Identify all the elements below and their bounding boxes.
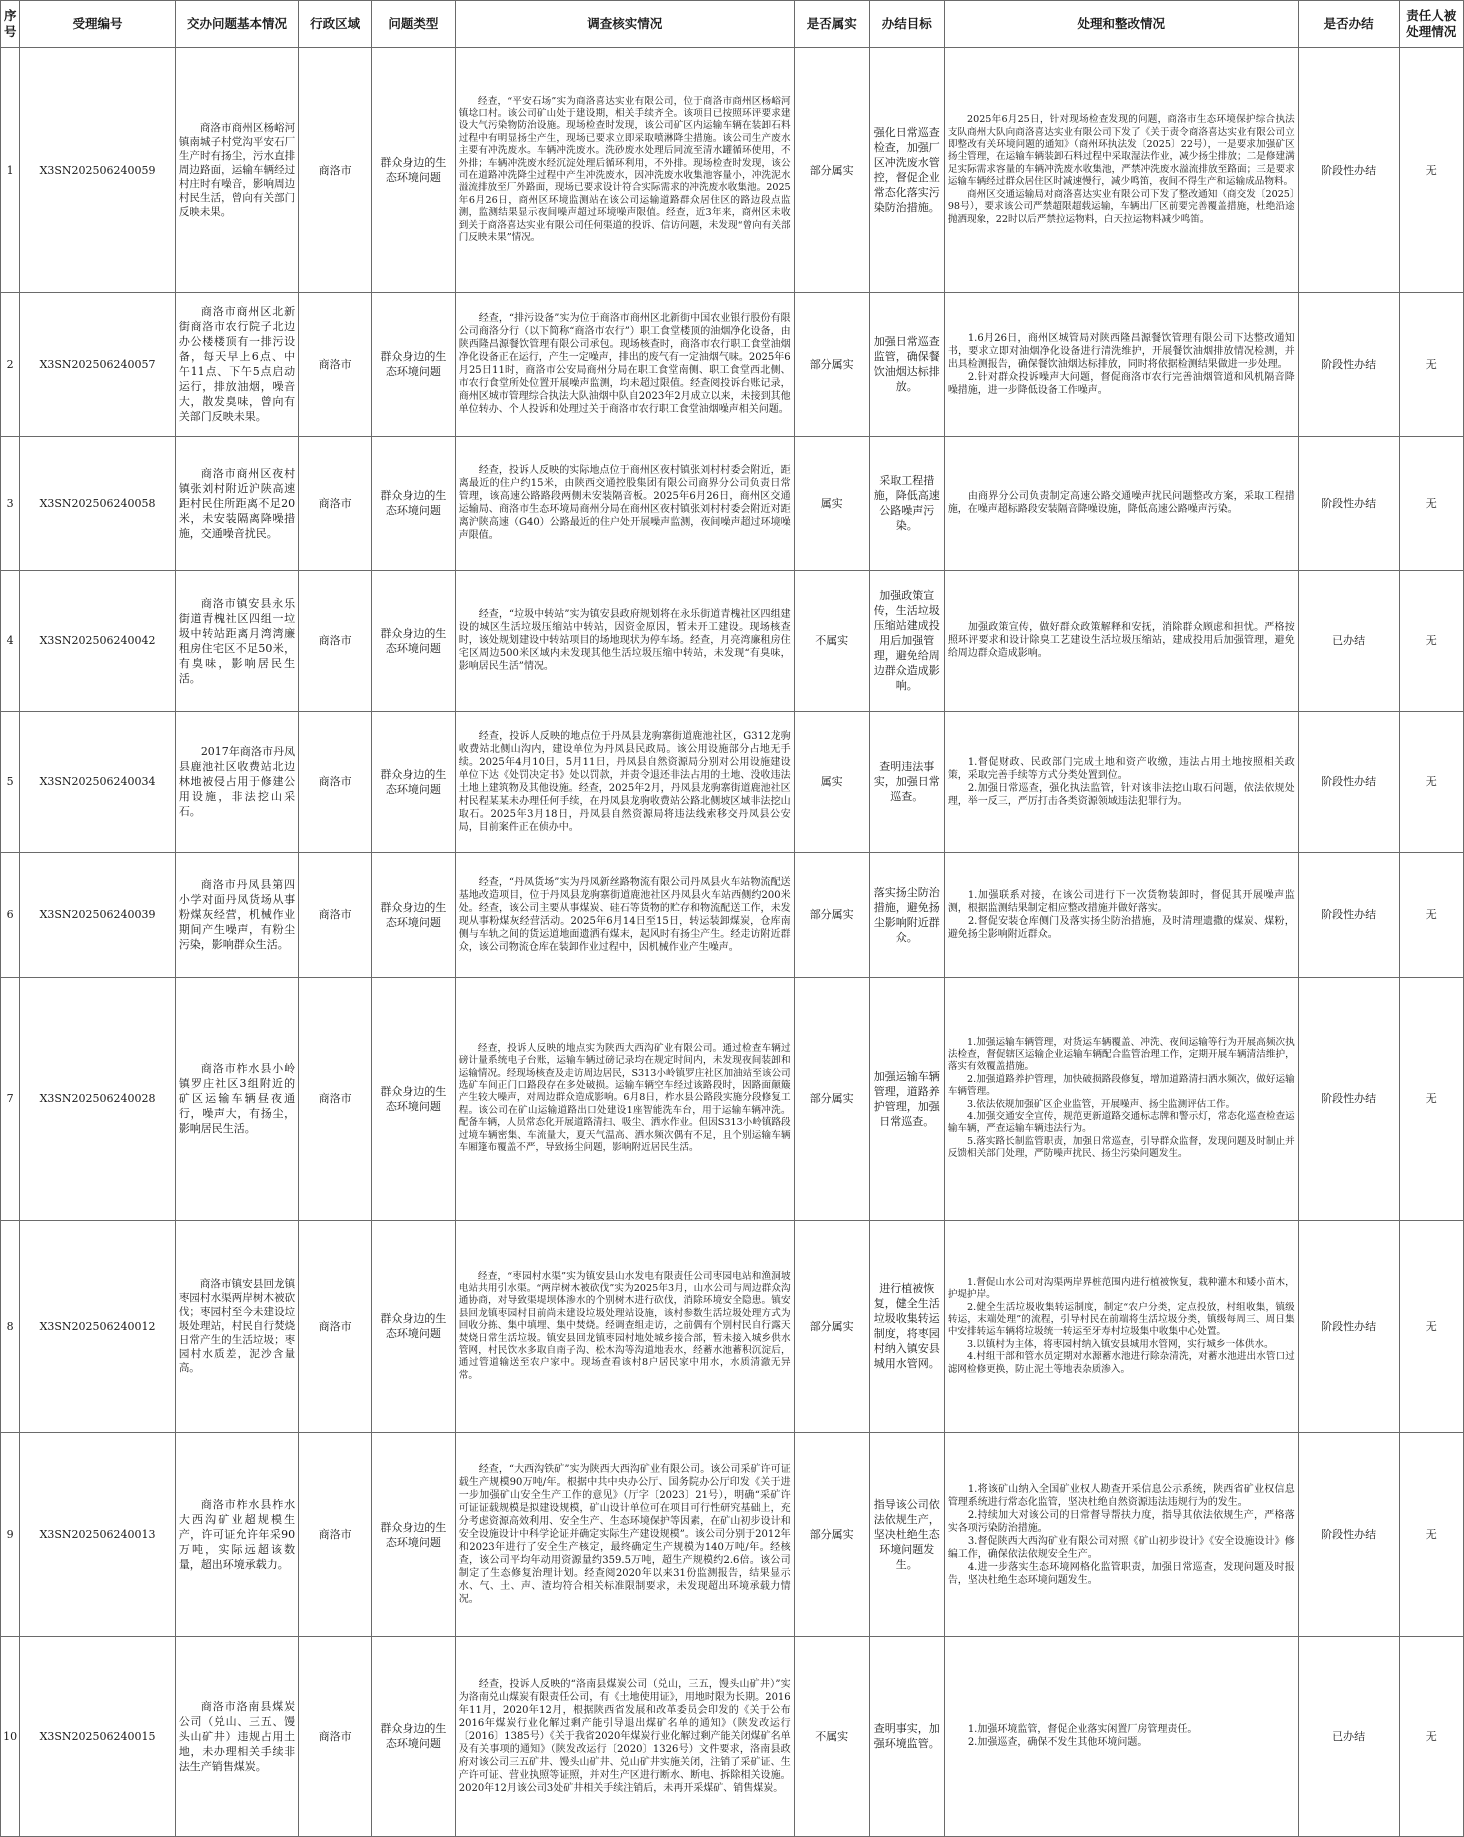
row-handling [944,852,1298,977]
handling-paragraph: 2.健全生活垃圾收集转运制度，制定“农户分类，定点投放，村组收集，镇级转运，末端处理”的流程，引导村民在前端将生活垃圾分类，镇级每周三、周日集中安排转运车辆将垃圾统一转运至牙寿村垃圾集中收集中心处置。 [947,1301,1295,1338]
row-seq: 6 [1,852,20,977]
row-code: X3SN202506240057 [20,293,176,436]
row-region: 商洛市 [299,1433,372,1637]
row-verified: 不属实 [794,570,869,711]
row-seq: 7 [1,977,20,1220]
row-completed: 阶段性办结 [1298,977,1399,1220]
row-handling [944,1220,1298,1433]
row-code: X3SN202506240013 [20,1433,176,1637]
handling-paragraph: 2025年6月25日，针对现场检查发现的问题，商洛市生态环境保护综合执法支队商州大队向商洛喜达实业有限公司下发了《关于责令商洛喜达实业有限公司立即整改有关环境问题的通知》（商州环执法发〔2025〕22号），一是要求加强矿区扬尘管理，在运输车辆装卸石料过程中采取湿法作业，减少扬尘排放；二是修建满足实际需求容量的车辆冲洗废水收集池，严禁冲洗废水溢流排放至路面；三是要求运输车辆经过群众居住区时减速慢行，减少鸣笛，夜间不得生产和运输成品物料。 [947,114,1295,188]
handling-paragraph: 1.加强运输车辆管理，对货运车辆覆盖、冲洗、夜间运输等行为开展高频次执法检查，督促辖区运输企业运输车辆配合监管治理工作，定期开展车辆清洁维护，落实有效覆盖措施。 [947,1036,1295,1073]
table-row [1,977,1464,1220]
row-accountability: 无 [1399,1433,1463,1637]
row-investigation [455,293,794,436]
row-code: X3SN202506240058 [20,436,176,570]
row-goal: 加强日常巡查监管，确保餐饮油烟达标排放。 [869,293,944,436]
row-goal: 加强政策宣传，生活垃圾压缩站建成投用后加强管理，避免给周边群众造成影响。 [869,570,944,711]
col-handling: 处理和整改情况 [944,1,1298,48]
row-issue: 商洛市镇安县回龙镇枣园村水渠两岸树木被砍伐；枣园村至今未建设垃圾处理站，村民自行焚烧日常产生的生活垃圾；枣园村水质差，泥沙含量高。 [175,1220,298,1433]
row-verified: 属实 [794,436,869,570]
row-code: X3SN202506240028 [20,977,176,1220]
row-type: 群众身边的生态环境问题 [372,852,456,977]
row-issue: 商洛市柞水县柞水大西沟矿业超规模生产，许可证允许年采90万吨，实际远超该数量，超出环境承载力。 [175,1433,298,1637]
row-investigation [455,48,794,293]
table-row [1,1220,1464,1433]
table-row [1,436,1464,570]
row-handling [944,711,1298,852]
handling-paragraph: 4.进一步落实生态环境网格化监管职责，加强日常巡查，发现问题及时报告，坚决杜绝生态环境问题发生。 [947,1561,1295,1586]
row-region: 商洛市 [299,711,372,852]
handling-paragraph: 3.以镇村为主体，将枣园村纳入镇安县城用水管网，实行城乡一体供水。 [967,1338,1274,1350]
row-verified: 部分属实 [794,293,869,436]
row-accountability: 无 [1399,436,1463,570]
table-row [1,852,1464,977]
investigation-paragraph: 经查，“排污设备”实为位于商洛市商州区北新街中国农业银行股份有限公司商洛分行（以下简称“商洛市农行”）职工食堂楼顶的油烟净化设备，由陕西隆昌源餐饮管理有限公司承包。现场核查时，商洛市农行职工食堂油烟净化设备正在运行，产生一定噪声，排出的废气有一定油烟气味。2025年6月25日11时，商洛市公安局商州分局在职工食堂南侧、职工食堂西北侧、市农行食堂所处位置开展噪声监测，均未超过限值。经查阅投诉台账记录，商州区城市管理综合执法大队油烟中队自2023年2月成立以来，未接到其他单位转办、个人投诉和处理过关于商洛市农行职工食堂油烟噪声相关问题。 [458,313,791,416]
handling-paragraph: 1.加强环境监管，督促企业落实闲置厂房管理责任。 [967,1724,1198,1736]
row-completed: 已办结 [1298,570,1399,711]
table-row [1,1636,1464,1836]
table-row [1,711,1464,852]
investigation-paragraph: 经查，“平安石场”实为商洛喜达实业有限公司，位于商洛市商州区杨峪河镇埝口村。该公司矿山处于建设期，相关手续齐全。该项目已按照环评要求建设大气污染物防治设施。现场检查时发现，该公司矿区内运输车辆在装卸石料过程中有明显扬尘产生，现场已要求立即采取喷淋降尘措施。该公司生产废水主要有冲洗废水。车辆冲洗废水。洗砂废水处理后同流至清水罐循环使用，不外排；车辆冲洗废水经沉淀处理后循环利用，不外排。现场检查时发现，该公司在道路冲洗降尘过程中产生冲洗废水，因冲洗废水收集池容量小，冲洗泥水溢流排放至厂外路面，现场已要求设计符合实际需求的冲洗废水收集池。2025年6月26日，商州区环境监测站在该公司运输道路群众居住区的路边段点监测，监测结果显示夜间噪声超过环境噪声限值。经查，近3年来，商州区未收到关于商洛喜达实业有限公司任何渠道的投诉、信访问题，未发现“曾向有关部门反映未果”情况。 [458,95,791,244]
row-completed: 阶段性办结 [1298,293,1399,436]
row-investigation [455,711,794,852]
row-issue: 商洛市商州区夜村镇张刘村附近沪陕高速距村民住所距离不足20米，未安装隔离降噪措施，交通噪音扰民。 [175,436,298,570]
row-region: 商洛市 [299,293,372,436]
row-code: X3SN202506240039 [20,852,176,977]
row-goal: 采取工程措施，降低高速公路噪声污染。 [869,436,944,570]
row-accountability: 无 [1399,1636,1463,1836]
col-seq: 序号 [1,1,20,48]
row-verified: 不属实 [794,1636,869,1836]
row-verified: 部分属实 [794,1433,869,1637]
row-verified: 部分属实 [794,48,869,293]
row-issue: 商洛市镇安县永乐街道青槐社区四组一垃圾中转站距离月湾湾廉租房住宅区不足50米，有臭味，影响居民生活。 [175,570,298,711]
row-goal: 加强运输车辆管理，道路养护管理，加强日常巡查。 [869,977,944,1220]
handling-paragraph: 5.落实路长制监管职责，加强日常巡查，引导群众监督，发现问题及时制止并反馈相关部门处理，严防噪声扰民、扬尘污染问题发生。 [947,1135,1295,1160]
row-seq: 9 [1,1433,20,1637]
row-seq: 8 [1,1220,20,1433]
col-issue: 交办问题基本情况 [175,1,298,48]
row-goal: 查明事实，加强环境监管。 [869,1636,944,1836]
row-verified: 部分属实 [794,852,869,977]
row-region: 商洛市 [299,570,372,711]
row-code: X3SN202506240059 [20,48,176,293]
row-accountability: 无 [1399,852,1463,977]
col-code: 受理编号 [20,1,176,48]
row-code: X3SN202506240015 [20,1636,176,1836]
handling-paragraph: 2.持续加大对该公司的日常督导帮扶力度，指导其依法依规生产，严格落实各项污染防治措施。 [947,1509,1295,1534]
row-handling [944,977,1298,1220]
row-type: 群众身边的生态环境问题 [372,48,456,293]
handling-paragraph: 3.依法依规加强矿区企业监管，开展噪声、扬尘监测评估工作。 [967,1098,1236,1110]
row-seq: 4 [1,570,20,711]
row-goal: 强化日常巡查检查，加强厂区冲洗废水管控，督促企业常态化落实污染防治措施。 [869,48,944,293]
row-completed: 已办结 [1298,1636,1399,1836]
handling-paragraph: 1.督促山水公司对沟渠两岸界桩范围内进行植被恢复，栽种灌木和矮小苗木，护堤护岸。 [947,1276,1295,1301]
handling-paragraph: 2.加强日常巡查，强化执法监管，针对该非法挖山取石问题，依法依规处理，举一反三，严厉打击各类资源领域违法犯罪行为。 [947,782,1295,807]
investigation-paragraph: 经查，投诉人反映的地点实为陕西大西沟矿业有限公司。通过检查车辆过磅计量系统电子台账，运输车辆过磅记录均在规定时间内，未发现夜间装卸和运输情况。经现场核查及走访周边居民，S313小岭镇罗庄社区加油站至该公司选矿车间正门口路段存在多处破损。运输车辆空车经过该路段时，因路面颠簸产生较大噪声，对周边群众造成影响。6月8日，柞水县公路段实施分段修复工程。该公司在矿山运输道路出口处建设1座智能洗车台，用于运输车辆冲洗。配备车辆，人员常态化开展道路清扫、吸尘、洒水作业。但因S313小岭镇路段过境车辆密集、车流量大，夏天气温高、洒水频次偶有不足，且个别运输车辆车厢篷布覆盖不严，导致扬尘问题，影响附近居民生活。 [458,1042,791,1154]
row-type: 群众身边的生态环境问题 [372,711,456,852]
table-row [1,570,1464,711]
row-type: 群众身边的生态环境问题 [372,293,456,436]
col-completed: 是否办结 [1298,1,1399,48]
row-type: 群众身边的生态环境问题 [372,977,456,1220]
row-investigation [455,1636,794,1836]
row-handling [944,1433,1298,1637]
col-region: 行政区域 [299,1,372,48]
row-issue: 2017年商洛市丹凤县鹿池社区收费站北边林地被侵占用于修建公用设施，非法挖山采石。 [175,711,298,852]
row-accountability: 无 [1399,48,1463,293]
row-region: 商洛市 [299,1220,372,1433]
row-region: 商洛市 [299,1636,372,1836]
investigation-paragraph: 经查，投诉人反映的地点位于丹凤县龙驹寨街道鹿池社区，G312龙驹收费站北侧山沟内，建设单位为丹凤县民政局。该公用设施部分占地无手续。2025年4月10日，5月11日，丹凤县自然资源局分别对公用设施建设单位下达《处罚决定书》处以罚款，并责令退还非法占用的土地、没收违法土地上建筑物及其他设施。经查，2025年2月，丹凤县龙驹寨街道鹿池社区村民程某某未办理任何手续，在丹凤县龙驹收费站公路北侧坡区域非法挖山取石。2025年3月18日，丹凤县自然资源局将违法线索移交丹凤县公安局，目前案件正在侦办中。 [458,730,791,833]
handling-paragraph: 2.加强道路养护管理，加快破损路段修复，增加道路清扫洒水频次，做好运输车辆管理。 [947,1073,1295,1098]
investigation-paragraph: 经查，投诉人反映的实际地点位于商州区夜村镇张刘村村委会附近，距离最近的住户约15米，由陕西交通控股集团有限公司商界分公司负责日常管理，该高速公路路段两侧未安装隔音板。2025年6月26日，商州区交通运输局、商洛市生态环境局商州分局在商州区夜村镇张刘村村委会附近对距离沪陕高速（G40）公路最近的住户处开展噪声监测，夜间噪声超过环境噪声限值。 [458,465,791,542]
row-type: 群众身边的生态环境问题 [372,436,456,570]
row-verified: 属实 [794,711,869,852]
row-seq: 1 [1,48,20,293]
handling-paragraph: 4.村组干部和管水员定期对水源蓄水池进行除杂清洗，对蓄水池进出水管口过滤网检修更换，防止泥土等地表杂质渗入。 [947,1351,1295,1375]
handling-paragraph: 商州区交通运输局对商洛喜达实业有限公司下发了整改通知（商交发〔2025〕98号），要求该公司严禁超限超载运输，车辆出厂区前要完善覆盖措施，杜绝沿途抛洒现象，22时以后严禁拉运物料，白天拉运物料减少鸣笛。 [947,188,1295,225]
row-code: X3SN202506240042 [20,570,176,711]
table-row [1,1433,1464,1637]
col-type: 问题类型 [372,1,456,48]
row-issue: 商洛市丹凤县第四小学对面丹凤货场从事粉煤灰经营，机械作业期间产生噪声，有粉尘污染，影响群众生活。 [175,852,298,977]
col-verified: 是否属实 [794,1,869,48]
row-issue: 商洛市柞水县小岭镇罗庄社区3组附近的矿区运输车辆昼夜通行，噪声大，有扬尘，影响居民生活。 [175,977,298,1220]
row-handling [944,48,1298,293]
row-verified: 部分属实 [794,1220,869,1433]
row-investigation [455,977,794,1220]
row-completed: 阶段性办结 [1298,1220,1399,1433]
row-investigation [455,436,794,570]
row-accountability: 无 [1399,293,1463,436]
row-seq: 5 [1,711,20,852]
row-goal: 进行植被恢复，健全生活垃圾收集转运制度，将枣园村纳入镇安县城用水管网。 [869,1220,944,1433]
row-investigation [455,570,794,711]
row-region: 商洛市 [299,852,372,977]
row-handling [944,436,1298,570]
row-completed: 阶段性办结 [1298,436,1399,570]
row-accountability: 无 [1399,570,1463,711]
row-type: 群众身边的生态环境问题 [372,1636,456,1836]
row-completed: 阶段性办结 [1298,852,1399,977]
handling-paragraph: 由商界分公司负责制定高速公路交通噪声扰民问题整改方案，采取工程措施，在噪声超标路段安装隔音降噪设施，降低高速公路噪声污染。 [947,491,1295,516]
handling-paragraph: 2.督促安装仓库侧门及落实扬尘防治措施，及时清理遗撒的煤炭、煤粉，避免扬尘影响附近群众。 [947,915,1295,940]
row-region: 商洛市 [299,977,372,1220]
col-investigation: 调查核实情况 [455,1,794,48]
row-handling [944,570,1298,711]
handling-paragraph: 4.加强交通安全宣传，规范更新道路交通标志牌和警示灯，常态化巡查检查运输车辆，严查运输车辆违法行为。 [947,1111,1295,1135]
row-completed: 阶段性办结 [1298,1433,1399,1637]
row-investigation [455,1220,794,1433]
handling-paragraph: 1.将该矿山纳入全国矿业权人勘查开采信息公示系统，陕西省矿业权信息管理系统进行常态化监管，坚决杜绝自然资源违法违规行为的发生。 [947,1483,1295,1508]
handling-paragraph: 加强政策宣传，做好群众政策解释和安抚，消除群众顾虑和担忧。严格按照环评要求和设计除臭工艺建设生活垃圾压缩站，建成投用后加强管理，避免给周边群众造成影响。 [947,622,1295,660]
row-code: X3SN202506240034 [20,711,176,852]
row-accountability: 无 [1399,711,1463,852]
row-handling [944,1636,1298,1836]
row-completed: 阶段性办结 [1298,48,1399,293]
row-issue: 商洛市洛南县煤炭公司（兑山、三五、馒头山矿井）违规占用土地，未办理相关手续非法生产销售煤炭。 [175,1636,298,1836]
investigation-paragraph: 经查，投诉人反映的“洛南县煤炭公司（兑山，三五，馒头山矿井）”实为洛南兑山煤炭有限责任公司，有《土地使用证》，用地时限为长期。2016年11月，2020年12月，根据陕西省发展和改革委员会印发的《关于公布2016年煤炭行业化解过剩产能引导退出煤矿名单的通知》（陕发改运行〔2016〕1385号）《关于我省2020年煤炭行业化解过剩产能关闭煤矿名单及有关事项的通知》（陕发改运行〔2020〕1326号）文件要求，洛南县政府对该公司三五矿井、馒头山矿井、兑山矿井实施关闭，注销了采矿证、生产许可证、营业执照等证照，并对生产区进行断水、断电、拆除相关设施。2020年12月该公司3处矿井相关手续注销后，未再开采煤矿、销售煤炭。 [458,1678,791,1794]
row-investigation [455,852,794,977]
investigation-paragraph: 经查，“枣园村水渠”实为镇安县山水发电有限责任公司枣园电站和渔洞坡电站共用引水渠。“两岸树木被砍伐”实为2025年3月，山水公司与周边群众沟通协商，对导致渠堤坝体渗水的个别树木进行砍伐，消除环境安全隐患。镇安县回龙镇枣园村目前尚未建设垃圾处理站设施，该村参数生活垃圾处理方式为回收分拣、集中填埋、集中焚烧。经调查组走访，之前偶有个别村民自行露天焚烧日常生活垃圾。镇安县回龙镇枣园村地处城乡接合部，暂未接入城乡供水管网，村民饮水多取自南子沟、松木沟等沟道地表水，经蓄水池蓄积沉淀后，通过管道输送至农户家中。现场查看该村8户居民家中用水，水质清澈无异常。 [458,1270,791,1381]
handling-paragraph: 2.加强巡查，确保不发生其他环境问题。 [967,1737,1148,1749]
handling-paragraph: 1.加强联系对接，在该公司进行下一次货物装卸时，督促其开展噪声监测，根据监测结果制定相应整改措施并做好落实。 [947,889,1295,914]
row-handling [944,293,1298,436]
row-code: X3SN202506240012 [20,1220,176,1433]
row-completed: 阶段性办结 [1298,711,1399,852]
row-goal: 查明违法事实，加强日常巡查。 [869,711,944,852]
row-investigation [455,1433,794,1637]
row-region: 商洛市 [299,48,372,293]
table-row [1,293,1464,436]
row-verified: 部分属实 [794,977,869,1220]
header-row [1,1,1464,48]
row-seq: 10 [1,1636,20,1836]
row-goal: 指导该公司依法依规生产，坚决杜绝生态环境问题发生。 [869,1433,944,1637]
handling-paragraph: 1.6月26日，商州区城管局对陕西隆昌源餐饮管理有限公司下达整改通知书，要求立即对油烟净化设备进行清洗维护，开展餐饮油烟排放情况检测，并出具检测报告，确保餐饮油烟达标排放，同时将依据检测结果做进一步处理。 [947,332,1295,370]
row-issue: 商洛市商州区北新街商洛市农行院子北边办公楼楼顶有一排污设备，每天早上6点、中午11点、下午5点启动运行，排放油烟，噪音大，散发臭味，曾向有关部门反映未果。 [175,293,298,436]
handling-paragraph: 2.针对群众投诉噪声大问题，督促商洛市农行完善油烟管道和风机隔音降噪措施，进一步降低设备工作噪声。 [947,371,1295,396]
investigation-paragraph: 经查，“垃圾中转站”实为镇安县政府规划将在永乐街道青槐社区四组建设的城区生活垃圾压缩站中转站，因资金原因，暂未开工建设。现场核查时，该处规划建设中转站项目的场地现状为停车场。经查，月亮湾廉租房住宅区周边500米区域内未发现其他生活垃圾压缩中转站，未发现“有臭味，影响居民生活”情况。 [458,609,791,673]
row-seq: 2 [1,293,20,436]
row-region: 商洛市 [299,436,372,570]
table-body [1,48,1464,1837]
row-type: 群众身边的生态环境问题 [372,1433,456,1637]
col-accountability: 责任人被处理情况 [1399,1,1463,48]
row-goal: 落实扬尘防治措施，避免扬尘影响附近群众。 [869,852,944,977]
row-accountability: 无 [1399,1220,1463,1433]
investigation-paragraph: 经查，“大西沟铁矿”实为陕西大西沟矿业有限公司。该公司采矿许可证载生产规模90万吨/年。根据中共中央办公厅、国务院办公厅印发《关于进一步加强矿山安全生产工作的意见》（厅字〔2023〕21号），明确“采矿许可证证载规模是拟建设规模，矿山设计单位可在项目可行性研究基础上，充分考虑资源高效利用、安全生产、生态环境保护等因素，在矿山初步设计和安全设施设计中科学论证并确定实际生产建设规模”。该公司分别于2012年和2023年进行了安全生产核定，最终确定生产规模为140万吨/年。经核查，该公司平均年动用资源量约359.5万吨，超生产规模约2.6倍。该公司制定了生态修复治理计划。经查阅2020年以来31份监测报告，结果显示水、气、土、声、渣均符合相关标准限制要求，未发现超出环境承载力情况。 [458,1464,791,1606]
handling-paragraph: 3.督促陕西大西沟矿业有限公司对照《矿山初步设计》《安全设施设计》修编工作，确保依法依规安全生产。 [947,1535,1295,1560]
row-type: 群众身边的生态环境问题 [372,1220,456,1433]
row-type: 群众身边的生态环境问题 [372,570,456,711]
handling-paragraph: 1.督促财政、民政部门完成土地和资产收缴，违法占用土地按照相关政策，采取完善手续等方式分类处置到位。 [947,756,1295,781]
col-goal: 办结目标 [869,1,944,48]
table-row [1,48,1464,293]
row-accountability: 无 [1399,977,1463,1220]
row-seq: 3 [1,436,20,570]
row-issue: 商洛市商州区杨峪河镇南城子村党沟平安石厂生产时有扬尘，污水直排周边路面，运输车辆经过村庄时有噪音，影响周边村民生活，曾向有关部门反映未果。 [175,48,298,293]
investigation-paragraph: 经查，“丹凤货场”实为丹凤新丝路物流有限公司丹凤县火车站物流配送基地改造项目，位于丹凤县龙驹寨街道鹿池社区丹凤县火车站西侧约200米处。经查，该公司主要从事煤炭、硅石等货物的贮存和物流配送工作，未发现从事粉煤灰经营活动。2025年6月14日至15日，转运装卸煤炭，仓库南侧与车轨之间的货运道地面遗洒有煤末，起风时有扬尘产生。经走访附近群众，该公司物流仓库在装卸作业过程中，因机械作业产生噪声。 [458,876,791,953]
